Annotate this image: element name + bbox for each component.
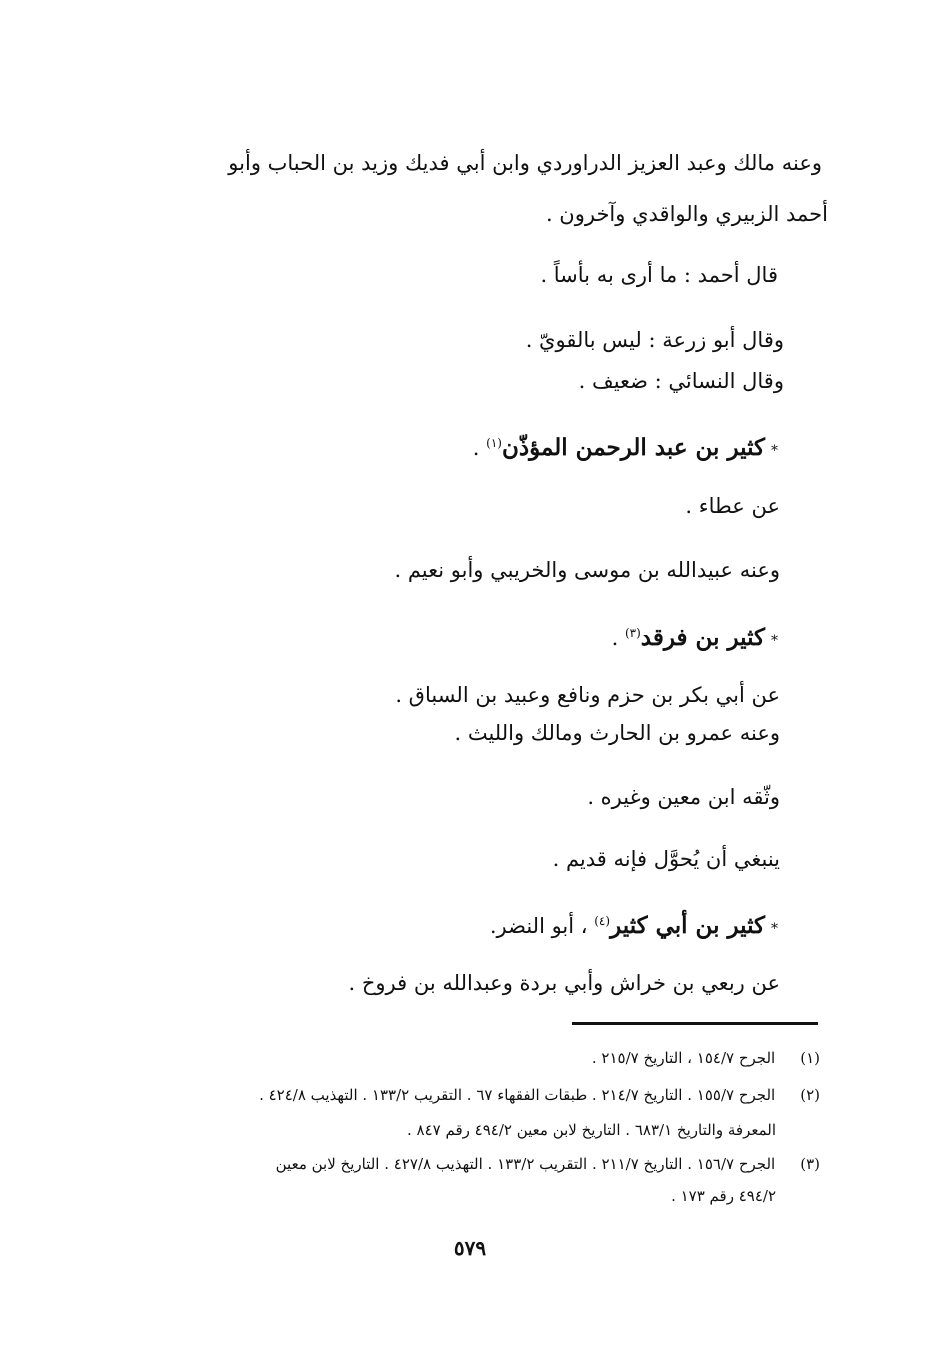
footnote-separator [572,1022,818,1025]
text-line: قال أحمد : ما أرى به بأساً . [540,263,778,287]
entry-tail: . [472,436,487,460]
footnote [276,1153,820,1175]
footnote [592,1047,820,1069]
page-number: ٥٧٩ [453,1236,487,1260]
text-line: عن أبي بكر بن حزم ونافع وعبيد بن السباق . [395,683,780,707]
footnote-ref: (٤) [594,914,611,928]
footnote-number: (١) [800,1049,820,1067]
footnote-text: الجرح ١٥٦/٧ . التاريخ ٢١١/٧ . التقريب ١٣٣/٢ . التهذيب ٤٢٧/٨ . التاريخ لابن معين [275,1155,776,1173]
text-line: أحمد الزبيري والواقدي وآخرون . [545,202,828,226]
footnote-text: الجرح ١٥٥/٧ . التاريخ ٢١٤/٧ . طبقات الفقهاء ٦٧ . التقريب ١٣٣/٢ . التهذيب ٤٢٤/٨ . [259,1086,776,1104]
entry-tail: . [611,626,625,650]
footnote-number: (٣) [800,1155,820,1173]
text-line: عن ربعي بن خراش وأبي بردة وعبدالله بن فروخ . [348,971,780,995]
footnote-number: (٢) [800,1086,820,1104]
footnote-ref: (٣) [624,626,641,640]
entry-name: كثير بن أبي كثير [610,912,765,939]
footnote-text: الجرح ١٥٤/٧ ، التاريخ ٢١٥/٧ . [591,1049,776,1067]
footnote-ref: (١) [486,436,502,450]
footnote-continuation: ٤٩٤/٢ رقم ١٧٣ . [671,1187,776,1205]
entry-heading [473,428,778,466]
text-line: ينبغي أن يُحوَّل فإنه قديم . [552,847,780,871]
entry-marker: * [771,921,778,937]
entry-name: كثير بن عبد الرحمن المؤذّن [501,434,765,461]
text-line: وعنه عبيدالله بن موسى والخريبي وأبو نعيم . [394,558,780,582]
entry-tail: ، أبو النضر. [489,914,595,938]
footnote [259,1084,820,1106]
text-line: وقال النسائي : ضعيف . [578,369,784,393]
text-line: وعنه مالك وعبد العزيز الدراوردي وابن أبي فديك وزيد بن الحباب وأبو [228,151,822,175]
entry-marker: * [771,633,778,649]
entry-heading [612,618,778,656]
footnote-continuation: المعرفة والتاريخ ٦٨٣/١ . التاريخ لابن معين ٤٩٤/٢ رقم ٨٤٧ . [407,1121,776,1139]
entry-heading [490,906,778,944]
text-line: وقال أبو زرعة : ليس بالقويّ . [525,328,784,352]
text-line: عن عطاء . [685,494,780,518]
entry-marker: * [771,443,778,459]
entry-name: كثير بن فرقد [640,624,765,651]
text-line: وعنه عمرو بن الحارث ومالك والليث . [454,721,780,745]
text-line: وثّقه ابن معين وغيره . [587,785,780,809]
